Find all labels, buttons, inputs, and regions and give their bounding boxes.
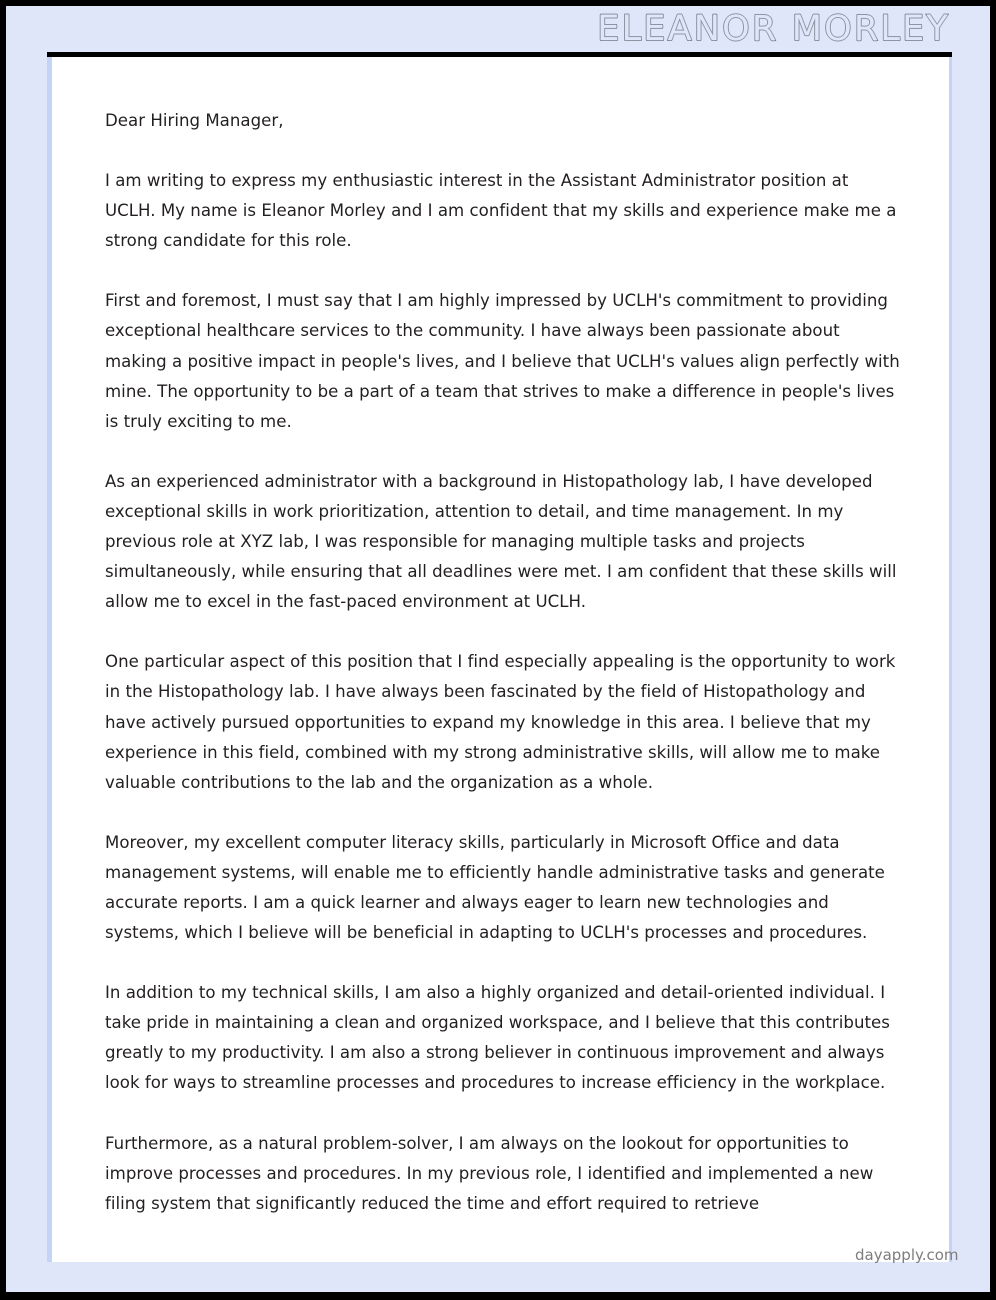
letter-paragraph: One particular aspect of this position that I find especially appealing is the opportunity to work in the Histopathology lab. I have always been fascinated by the field of Histopathology and have actively pursued opportunities to expand my knowledge in this area. I believe that my experience in this field, combined with my strong administrative skills, will allow me to make valuable contributions to the lab and the organization as a whole.	[105, 652, 896, 792]
letter-paragraph: As an experienced administrator with a background in Histopathology lab, I have developed exceptional skills in work prioritization, attention to detail, and time management. In my previous role at XYZ lab, I was responsible for managing multiple tasks and projects simultaneously, while ensuring that all deadlines were met. I am confident that these skills will allow me to excel in the fast-paced environment at UCLH.	[105, 471, 897, 612]
letter-paragraph: Moreover, my excellent computer literacy skills, particularly in Microsoft Office and data management systems, will enable me to efficiently handle administrative tasks and generate accurate reports. I am a quick learner and always eager to learn new technologies and systems, which I believe will be beneficial in adapting to UCLH's processes and procedures.	[105, 832, 885, 943]
letterhead-header	[6, 6, 990, 52]
letter-paragraph: In addition to my technical skills, I am also a highly organized and detail-oriented individual. I take pride in maintaining a clean and organized workspace, and I believe that this contributes greatly to my productivity. I am also a strong believer in continuous improvement and always look for ways to streamline processes and procedures to increase efficiency in the workplace.	[105, 983, 890, 1093]
letter-paragraph: I am writing to express my enthusiastic interest in the Assistant Administrator position at UCLH. My name is Eleanor Morley and I am confident that my skills and experience make me a strong candidate for this role.	[105, 171, 897, 251]
letter-paragraph: First and foremost, I must say that I am highly impressed by UCLH's commitment to providing exceptional healthcare services to the community. I have always been passionate about making a positive impact in people's lives, and I believe that UCLH's values align perfectly with mine. The opportunity to be a part of a team that strives to make a difference in people's lives is truly exciting to me.	[105, 291, 900, 431]
letter-salutation: Dear Hiring Manager,	[105, 111, 284, 130]
letter-body	[105, 106, 900, 1219]
document-canvas	[6, 6, 990, 1292]
letter-paragraph: Furthermore, as a natural problem-solver, I am always on the lookout for opportunities to improve processes and procedures. In my previous role, I identified and implemented a new filing system that significantly reduced the time and effort required to retrieve	[105, 1133, 874, 1213]
page-title: ELEANOR MORLEY	[597, 8, 950, 49]
site-watermark: dayapply.com	[855, 1246, 959, 1264]
